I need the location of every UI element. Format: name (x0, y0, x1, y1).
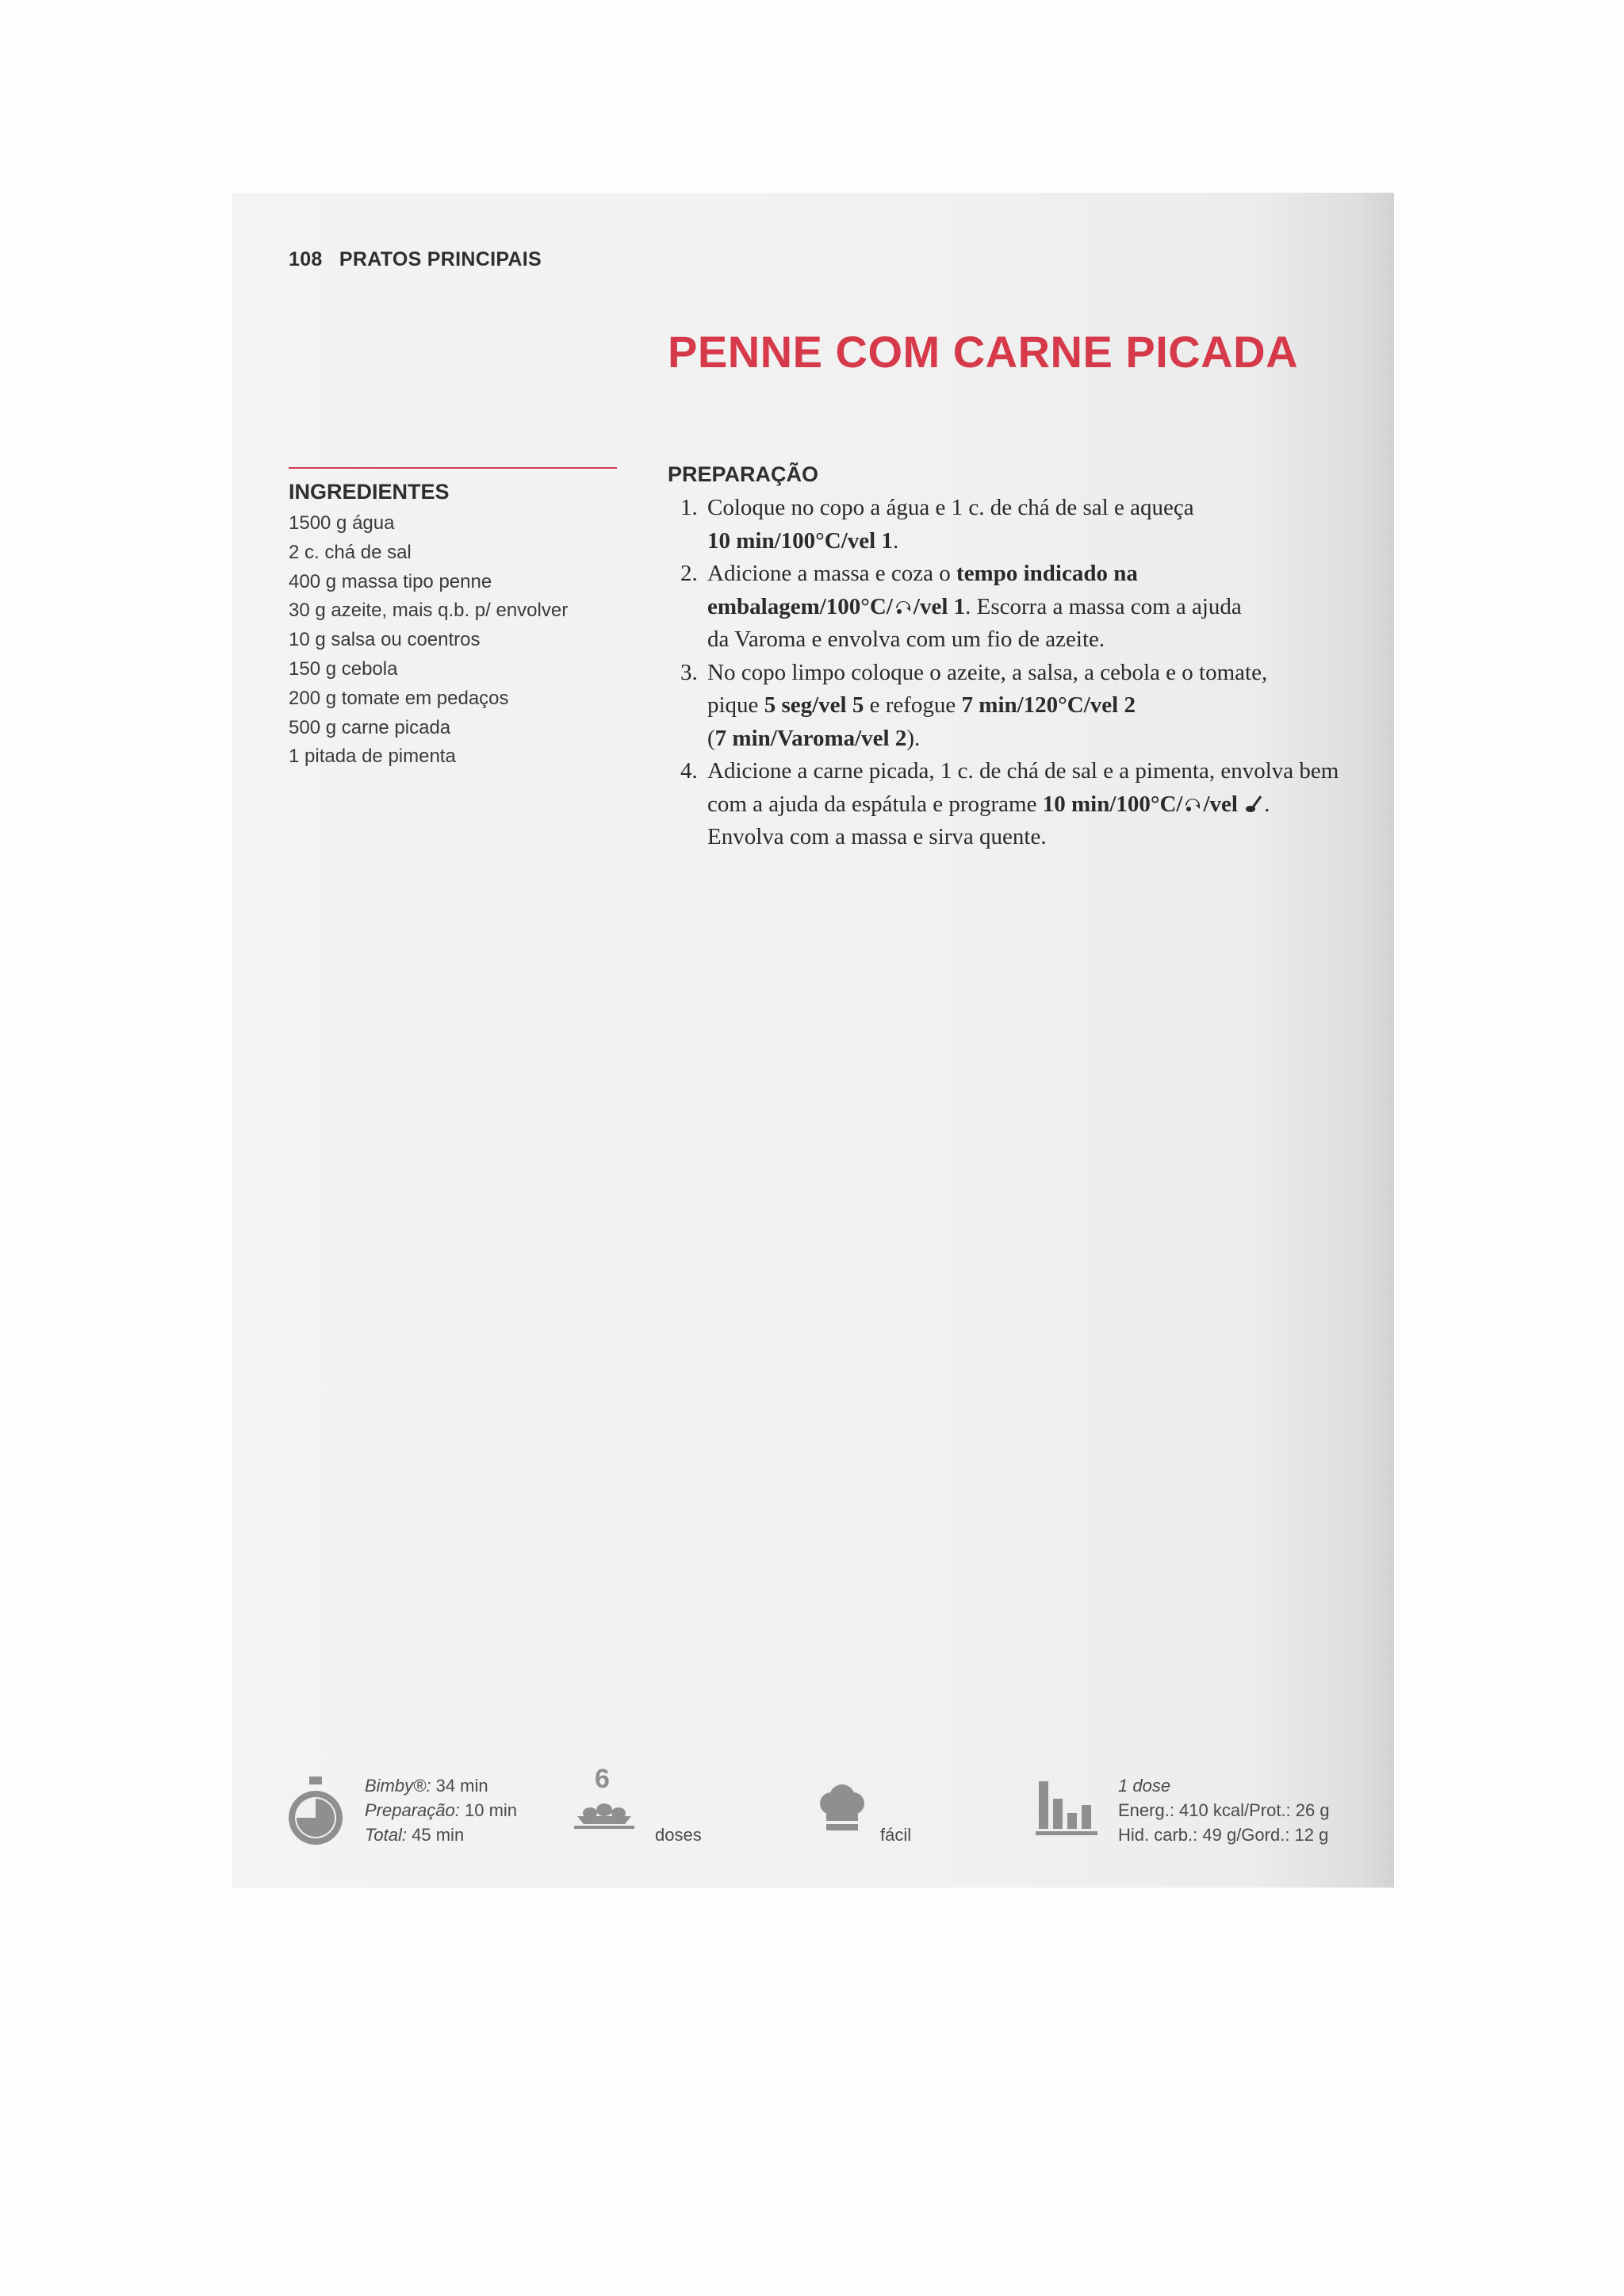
spoon-icon (1243, 795, 1264, 814)
plate-icon (573, 1799, 636, 1830)
step-text: com a ajuda da espátula e programe (707, 791, 1043, 817)
step-setting: 7 min/Varoma/vel 2 (714, 725, 907, 751)
prep-time-label: Preparação: (365, 1800, 460, 1820)
ingredient-item: 1 pitada de pimenta (289, 746, 456, 768)
ingredient-item: 2 c. chá de sal (289, 541, 412, 563)
step-text: Adicione a massa e coza o (707, 561, 957, 586)
step-setting: 10 min/100°C/ (1042, 791, 1183, 817)
stopwatch-icon (285, 1777, 346, 1849)
step-number: 4. (680, 758, 698, 784)
ingredients-divider (289, 467, 617, 469)
chef-hat-icon (817, 1784, 868, 1834)
step-text: da Varoma e envolva com um fio de azeite. (707, 627, 1105, 652)
preparation-heading: PREPARAÇÃO (668, 462, 819, 486)
step-setting: /vel (1203, 791, 1244, 817)
nutrition-info (1118, 1773, 1330, 1847)
total-time-value: 45 min (412, 1825, 465, 1845)
servings-count: 6 (595, 1764, 610, 1794)
nutrition-line-1: Energ.: 410 kcal/Prot.: 26 g (1118, 1800, 1330, 1820)
nutrition-portion: 1 dose (1118, 1776, 1171, 1796)
step-line (707, 821, 1381, 854)
section-name: PRATOS PRINCIPAIS (339, 248, 542, 270)
recipe-info-bar (232, 1764, 1394, 1862)
bimby-time-label: Bimby®: (365, 1776, 431, 1796)
step-setting: tempo indicado na (956, 561, 1138, 586)
step-text: ). (906, 725, 921, 751)
step-line (707, 788, 1381, 822)
ingredient-item: 30 g azeite, mais q.b. p/ envolver (289, 600, 569, 622)
step-line (707, 492, 1381, 525)
step-line (707, 525, 1381, 558)
recipe-title: PENNE COM CARNE PICADA (668, 327, 1299, 377)
step-line (707, 623, 1381, 657)
page-number: 108 (289, 248, 323, 270)
step-number: 1. (680, 495, 698, 520)
ingredients-heading: INGREDIENTES (289, 480, 450, 504)
step-text: e refogue (864, 692, 962, 718)
time-info (365, 1773, 517, 1847)
step-setting: embalagem/100°C/ (707, 593, 893, 619)
ingredients-list (289, 509, 630, 772)
servings-label: doses (655, 1825, 702, 1845)
step-text: pique (707, 692, 764, 718)
step-text: . (892, 527, 899, 554)
step-text: Envolva com a massa e sirva quente. (707, 824, 1047, 849)
ingredient-item: 500 g carne picada (289, 716, 451, 738)
step-text: Adicione a carne picada, 1 c. de chá de sal e a pimenta, envolva bem (707, 758, 1339, 784)
difficulty-label: fácil (880, 1825, 912, 1845)
ingredient-item: 150 g cebola (289, 657, 398, 680)
preparation-step (668, 492, 1381, 558)
preparation-step (668, 755, 1381, 854)
page-header (289, 248, 542, 271)
ingredients-section (289, 480, 630, 772)
step-text: No copo limpo coloque o azeite, a salsa, a cebola e o tomate, (707, 659, 1268, 685)
step-text: . (1264, 791, 1270, 817)
step-text: ( (707, 725, 715, 751)
prep-time-value: 10 min (464, 1800, 518, 1820)
step-setting: 10 min/100°C/vel 1 (707, 527, 893, 554)
step-setting: 7 min/120°C/vel 2 (961, 692, 1136, 718)
preparation-section (668, 462, 1381, 854)
step-number: 2. (680, 561, 698, 586)
ingredient-item: 1500 g água (289, 512, 395, 534)
step-setting: 5 seg/vel 5 (764, 692, 864, 718)
step-text: Coloque no copo a água e 1 c. de chá de sal e aqueça (707, 495, 1194, 520)
step-number: 3. (680, 659, 698, 685)
ingredient-item: 200 g tomate em pedaços (289, 687, 509, 709)
preparation-step (668, 558, 1381, 657)
step-text: . Escorra a massa com a ajuda (965, 593, 1242, 619)
reverse-icon (893, 597, 914, 616)
nutrition-chart-icon (1036, 1781, 1099, 1837)
step-line (707, 723, 1381, 756)
step-line (707, 657, 1381, 690)
ingredient-item: 10 g salsa ou coentros (289, 629, 481, 651)
preparation-steps (668, 492, 1381, 854)
step-line (707, 689, 1381, 723)
nutrition-line-2: Hid. carb.: 49 g/Gord.: 12 g (1118, 1825, 1329, 1845)
step-line (707, 755, 1381, 788)
total-time-label: Total: (365, 1825, 408, 1845)
reverse-icon (1182, 795, 1203, 814)
bimby-time-value: 34 min (435, 1776, 488, 1796)
step-line (707, 558, 1381, 591)
step-line (707, 591, 1381, 624)
cookbook-page (232, 193, 1394, 1888)
step-setting: /vel 1 (913, 593, 966, 619)
ingredient-item: 400 g massa tipo penne (289, 570, 492, 592)
preparation-step (668, 657, 1381, 756)
